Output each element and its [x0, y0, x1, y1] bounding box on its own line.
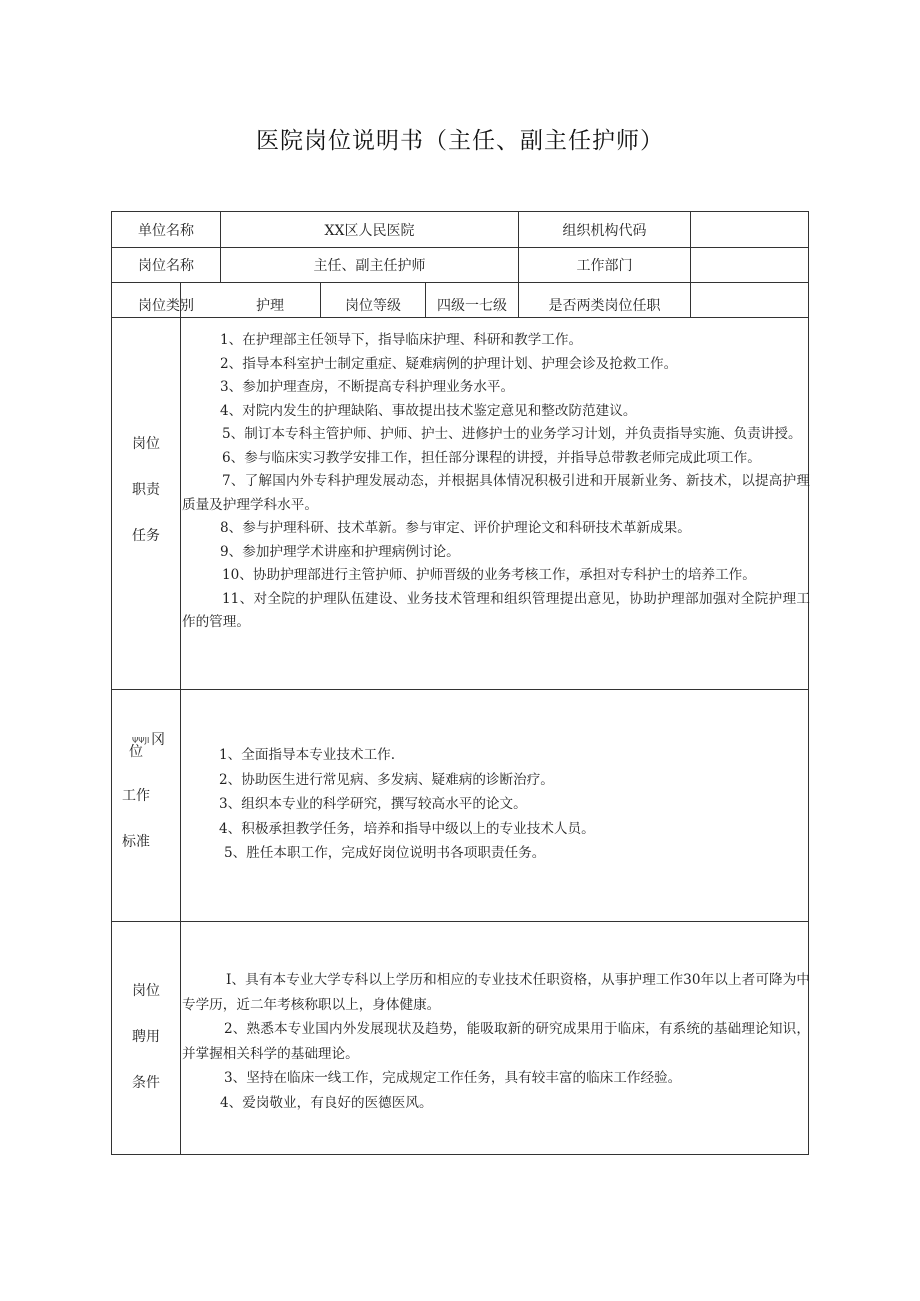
duties-label: 岗位 职责 任务 — [132, 436, 160, 544]
duty-item: 3、参加护理查房，不断提高专科护理业务水平。 — [220, 379, 515, 395]
standards-content — [182, 743, 810, 866]
requirement-item: 3、坚持在临床一线工作，完成规定工作任务，具有较丰富的临床工作经验。 — [224, 1070, 682, 1086]
requirement-item: 4、爱岗敬业，有良好的医德医风。 — [220, 1094, 433, 1111]
department-value — [691, 248, 808, 282]
duty-item: 10、协助护理部进行主管护师、护师晋级的业务考核工作，承担对专科护士的培养工作。 — [222, 567, 756, 583]
department-label: 工作部门 — [576, 258, 633, 274]
scan-artifact-small: ΨΨJI — [132, 736, 150, 745]
requirement-item: I、具有本专业大学专科以上学历和相应的专业技术任职资格，从事护理工作30年以上者可降为中专学历，近二年考核称职以上，身体健康。 — [182, 972, 810, 1013]
dual-post-value — [691, 290, 808, 320]
duty-item: 2、指导本科室护士制定重症、疑难病例的护理计划、护理会诊及抢救工作。 — [220, 355, 678, 372]
requirements-content — [182, 968, 810, 1115]
standard-item: 1、全面指导本专业技术工作. — [219, 747, 396, 763]
post-category-value: 护理 — [256, 298, 284, 314]
dual-post-label: 是否两类岗位任职 — [548, 298, 661, 314]
standard-item: 3、组织本专业的科学研究，撰写较高水平的论文。 — [219, 796, 527, 812]
post-grade-label: 岗位等级 — [345, 298, 401, 314]
org-code-label: 组织机构代码 — [562, 222, 647, 239]
standard-item: 5、胜任本职工作，完成好岗位说明书各项职责任务。 — [224, 845, 546, 861]
duty-item: 5、制订本专科主管护师、护师、护士、进修护士的业务学习计划，并负责指导实施、负责讲授。 — [222, 426, 802, 442]
standard-item: 2、协助医生进行常见病、多发病、疑难病的诊断治疗。 — [219, 771, 554, 788]
post-grade-value: 四级一七级 — [437, 298, 507, 314]
duties-content — [182, 329, 810, 635]
duty-item: 8、参与护理科研、技术革新。参与审定、评价护理论文和科研技术革新成果。 — [220, 520, 691, 536]
post-category-label: 岗位类别 — [138, 298, 194, 314]
duty-item: 7、了解国内外专科护理发展动态，并根据具体情况积极引进和开展新业务、新技术，以提高护理质量及护理学科水平。 — [182, 473, 810, 513]
duty-item: 1、在护理部主任领导下，指导临床护理、科研和教学工作。 — [220, 332, 583, 348]
requirement-item: 2、熟悉本专业国内外发展现状及趋势，能吸取新的研究成果用于临床，有系统的基础理论知识，并掌握相关科学的基础理论。 — [182, 1021, 810, 1062]
duty-item: 11、对全院的护理队伍建设、业务技术管理和组织管理提出意见，协助护理部加强对全院护理工作的管理。 — [182, 590, 810, 630]
scan-artifact-glyph: 冈 — [151, 732, 165, 748]
standard-item: 4、积极承担教学任务，培养和指导中级以上的专业技术人员。 — [219, 820, 595, 837]
unit-name-label: 单位名称 — [138, 222, 194, 239]
document-title: 医院岗位说明书（主任、副主任护师） — [256, 128, 664, 154]
duty-item: 9、参加护理学术讲座和护理病例讨论。 — [220, 543, 460, 560]
duty-item: 4、对院内发生的护理缺陷、事故提出技术鉴定意见和整改防范建议。 — [220, 402, 637, 419]
post-name-label: 岗位名称 — [138, 258, 194, 274]
org-code-value — [691, 212, 808, 247]
unit-name-value: XX区人民医院 — [324, 222, 415, 239]
duty-item: 6、参与临床实习教学安排工作，担任部分课程的讲授，并指导总带教老师完成此项工作。 — [222, 449, 761, 466]
post-name-value: 主任、副主任护师 — [313, 258, 426, 274]
job-description-table — [111, 211, 809, 1155]
requirements-label: 岗位 聘用 条件 — [132, 983, 160, 1091]
standards-label: 位 工作 标准 — [122, 744, 150, 850]
